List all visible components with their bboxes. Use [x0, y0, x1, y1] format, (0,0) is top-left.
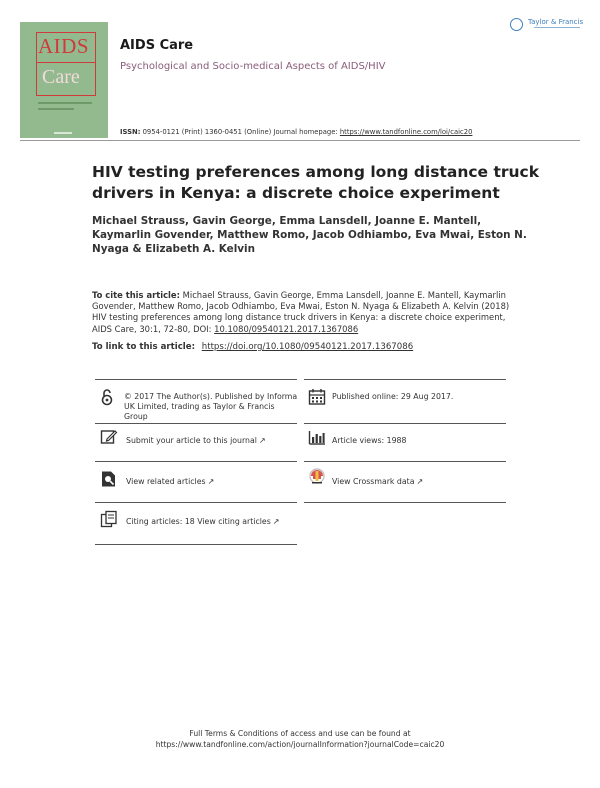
- citing-articles-label: Citing articles: 18 View citing articles: [126, 517, 271, 526]
- article-title: HIV testing preferences among long distance truck drivers in Kenya: a discrete choice experiment: [92, 163, 540, 202]
- cover-logo-divider: [36, 62, 96, 63]
- issn-line: [120, 128, 472, 136]
- submit-article-label: Submit your article to this journal: [126, 436, 257, 445]
- publisher-tagline-line: [534, 27, 580, 28]
- grid-rule: [95, 461, 297, 462]
- related-articles-link[interactable]: [126, 477, 302, 487]
- header-divider: [20, 140, 580, 141]
- citation-doi-link[interactable]: 10.1080/09540121.2017.1367086: [214, 323, 359, 334]
- publisher-name: Taylor & Francis: [528, 18, 584, 26]
- article-link-line: [92, 342, 413, 352]
- grid-rule: [304, 379, 506, 380]
- external-link-icon: ↗: [272, 517, 280, 526]
- citation-block: [92, 290, 512, 335]
- citation-label: To cite this article:: [92, 290, 180, 300]
- footer-terms-link[interactable]: https://www.tandfonline.com/action/journalInformation?journalCode=caic20: [155, 740, 445, 749]
- footer-terms-text: Full Terms & Conditions of access and use can be found at: [189, 729, 411, 738]
- journal-subtitle: Psychological and Socio-medical Aspects of AIDS/HIV: [120, 61, 386, 72]
- calendar-icon: [308, 388, 326, 406]
- search-document-icon: [100, 470, 118, 488]
- cover-publisher-mark: [54, 132, 72, 134]
- grid-rule: [95, 502, 297, 503]
- grid-rule: [95, 423, 297, 424]
- copyright-notice: © 2017 The Author(s). Published by Informa UK Limited, trading as Taylor & Francis Group: [124, 392, 298, 421]
- journal-name: AIDS Care: [120, 38, 194, 53]
- issn-text: 0954-0121 (Print) 1360-0451 (Online) Journal homepage:: [142, 128, 338, 136]
- citing-articles-icon: [100, 510, 118, 528]
- published-date: Published online: 29 Aug 2017.: [332, 392, 454, 401]
- edit-icon: [100, 428, 118, 446]
- external-link-icon: ↗: [207, 477, 215, 486]
- cover-logo-care: Care: [42, 66, 80, 88]
- cover-logo-aids: AIDS: [38, 34, 90, 58]
- citing-articles-link[interactable]: [126, 517, 302, 527]
- crossmark-label: View Crossmark data: [332, 477, 415, 486]
- article-doi-link[interactable]: https://doi.org/10.1080/09540121.2017.1367086: [201, 342, 414, 352]
- cover-fine-print: [38, 108, 74, 110]
- citation-text: Michael Strauss, Gavin George, Emma Lansdell, Joanne E. Mantell, Kaymarlin Govender, Matthew Romo, Jacob Odhiambo, Eva Mwai, Eston N. Nyaga & Elizabeth A. Kelvin (2018) HIV testing preferences among long distance truck drivers in Kenya: a discrete choice experiment, AIDS Care, 30:1, 72-80, DOI:: [92, 290, 510, 334]
- issn-label: ISSN:: [120, 128, 141, 136]
- external-link-icon: ↗: [258, 436, 266, 445]
- grid-rule: [95, 544, 297, 545]
- submit-article-link[interactable]: [126, 436, 302, 446]
- article-views: Article views: 1988: [332, 436, 407, 445]
- journal-homepage-link[interactable]: https://www.tandfonline.com/loi/caic20: [339, 128, 473, 136]
- grid-rule: [95, 379, 297, 380]
- footer: [0, 728, 600, 750]
- article-authors: Michael Strauss, Gavin George, Emma Lansdell, Joanne E. Mantell, Kaymarlin Govender, Matthew Romo, Jacob Odhiambo, Eva Mwai, Eston N. Nyaga & Elizabeth A. Kelvin: [92, 215, 527, 255]
- open-access-icon: [98, 388, 116, 406]
- journal-cover-image: [20, 22, 108, 138]
- related-articles-label: View related articles: [126, 477, 206, 486]
- grid-rule: [304, 423, 506, 424]
- publisher-logo-icon: [510, 18, 523, 31]
- article-link-label: To link to this article:: [92, 342, 196, 352]
- grid-rule: [304, 461, 506, 462]
- crossmark-link[interactable]: [332, 477, 512, 487]
- crossmark-icon: [308, 468, 326, 486]
- publisher-logo: [510, 17, 590, 39]
- grid-rule: [304, 502, 506, 503]
- cover-fine-print: [38, 102, 92, 104]
- external-link-icon: ↗: [416, 477, 424, 486]
- bar-chart-icon: [308, 428, 326, 446]
